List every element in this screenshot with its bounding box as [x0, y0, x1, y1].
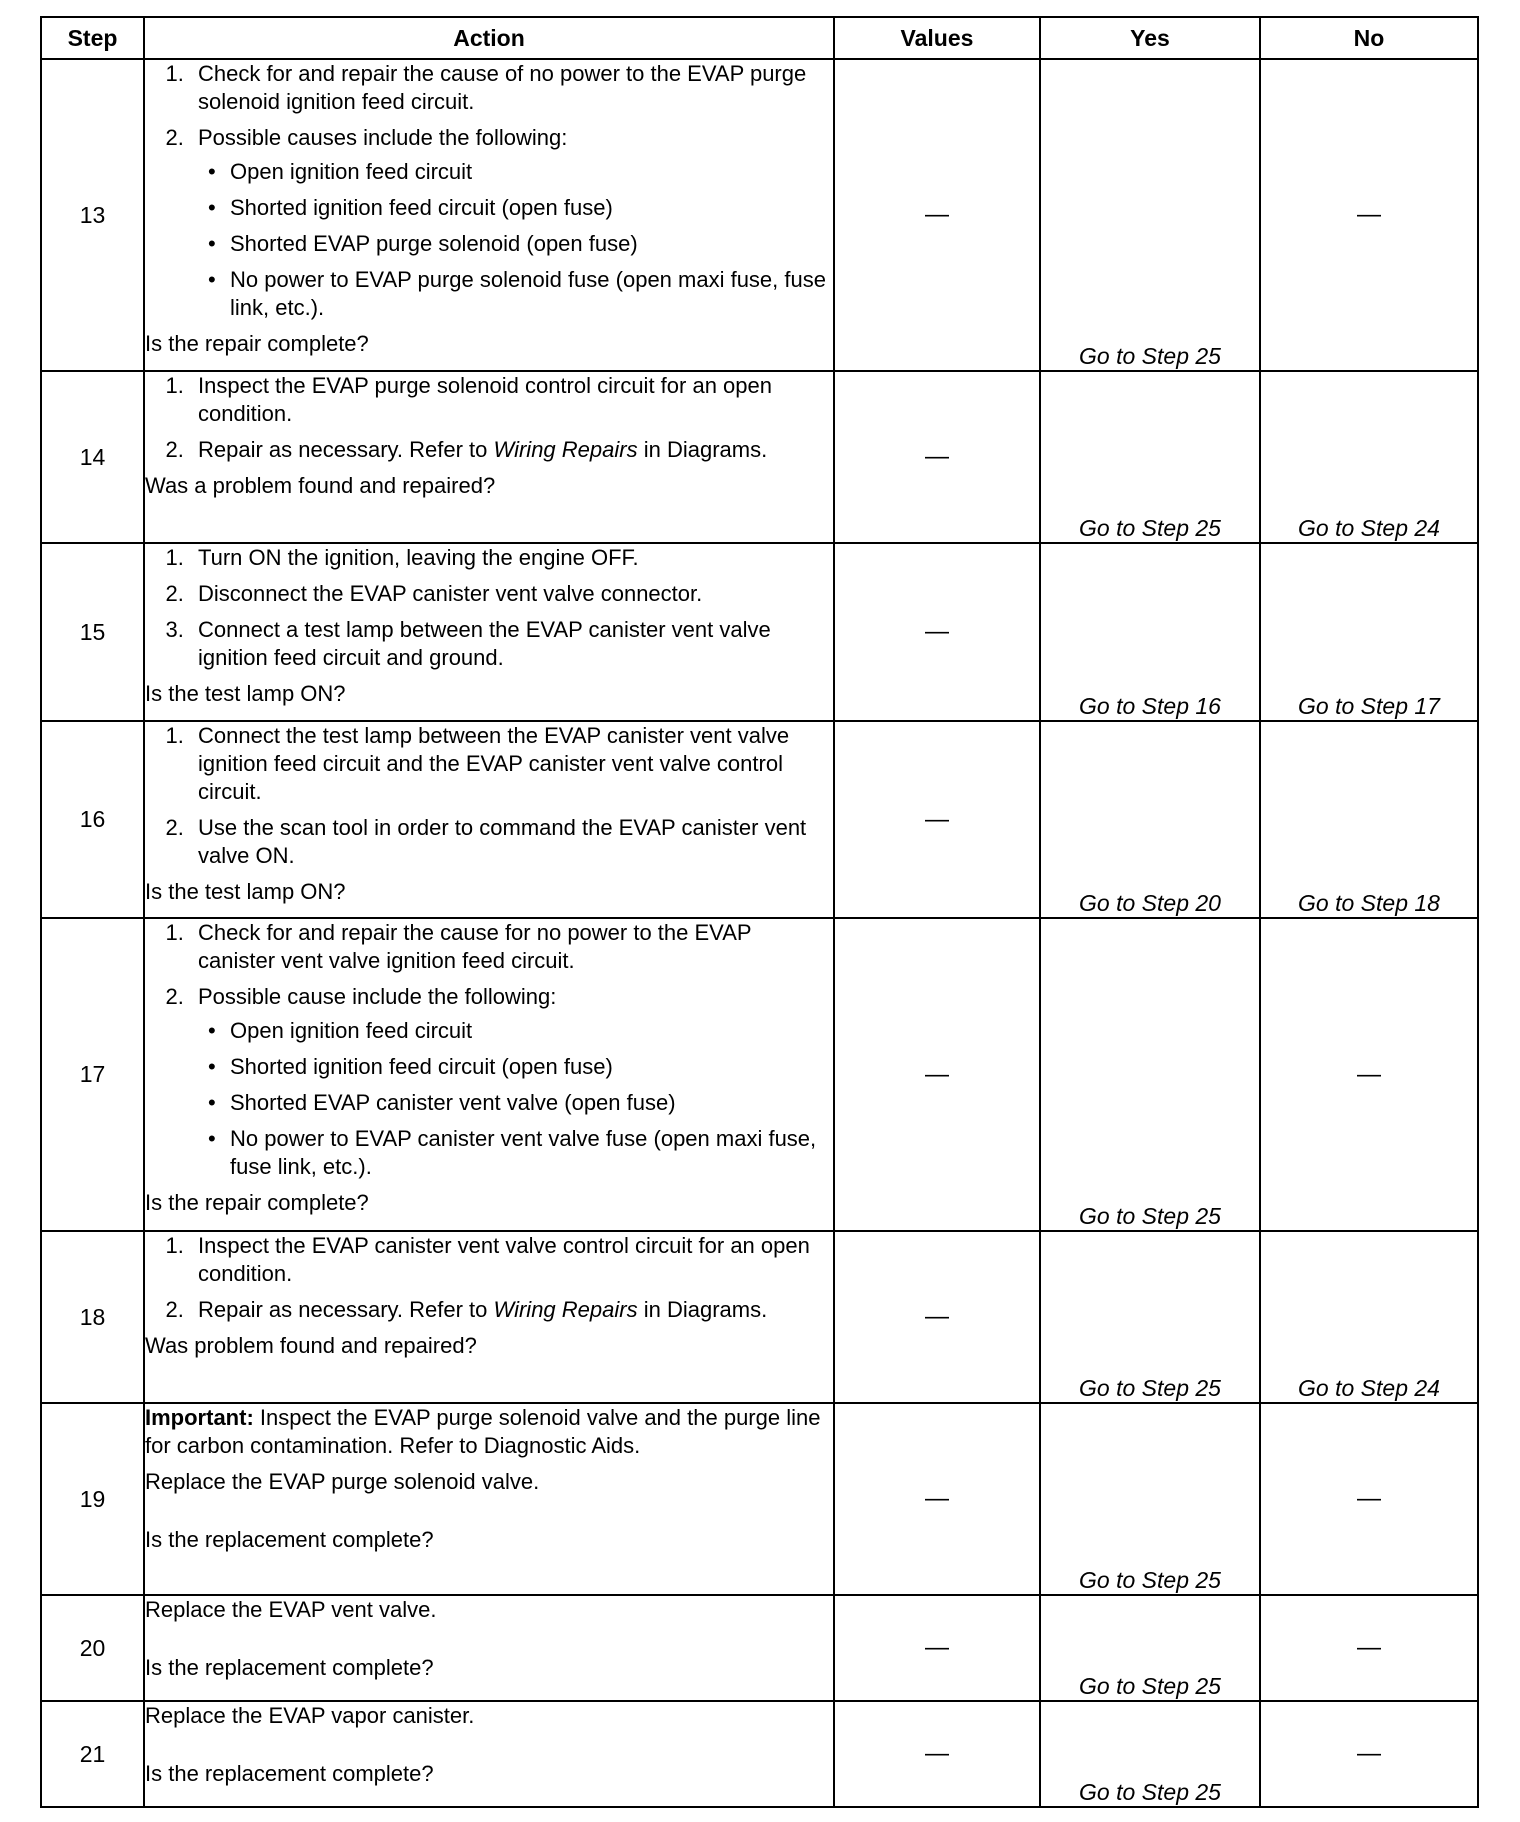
- cause-item: • Open ignition feed circuit: [230, 1017, 833, 1045]
- action-step: [190, 983, 833, 1181]
- action-step: [190, 124, 833, 322]
- action-question: Is the test lamp ON?: [145, 681, 346, 706]
- action-step: 1. Turn ON the ignition, leaving the engine OFF.: [190, 544, 833, 572]
- step-number: 16: [41, 721, 144, 918]
- table-row-step-14: [41, 371, 1478, 543]
- action-step: 1. Check for and repair the cause for no power to the EVAP canister vent valve ignition feed circuit.: [190, 919, 833, 975]
- action-steps: [145, 60, 833, 322]
- action-question: Was problem found and repaired?: [145, 1333, 477, 1358]
- action-step-text: Possible cause include the following:: [198, 984, 557, 1009]
- header-no: No: [1260, 17, 1478, 59]
- table-row-step-20: [41, 1595, 1478, 1701]
- cause-item: • Shorted ignition feed circuit (open fuse): [230, 1053, 833, 1081]
- diagnostic-table-page: [40, 16, 1479, 1808]
- cause-list: [198, 1017, 833, 1181]
- values-cell: —: [834, 1701, 1040, 1807]
- no-cell: Go to Step 18: [1260, 721, 1478, 918]
- step-number: 21: [41, 1701, 144, 1807]
- table-row-step-18: [41, 1231, 1478, 1403]
- important-note: [145, 1404, 833, 1460]
- action-step: 2. Disconnect the EVAP canister vent valve connector.: [190, 580, 833, 608]
- step-number: 15: [41, 543, 144, 721]
- step-number: 19: [41, 1403, 144, 1595]
- header-values: Values: [834, 17, 1040, 59]
- action-question: Is the test lamp ON?: [145, 879, 346, 904]
- action-step: 2. Use the scan tool in order to command the EVAP canister vent valve ON.: [190, 814, 833, 870]
- table-row-step-21: [41, 1701, 1478, 1807]
- important-text: Inspect the EVAP purge solenoid valve and the purge line for carbon contamination. Refer to Diagnostic Aids.: [145, 1405, 821, 1458]
- step-number: 14: [41, 371, 144, 543]
- action-step-text: Possible causes include the following:: [198, 125, 568, 150]
- action-instruction: Replace the EVAP purge solenoid valve.: [145, 1469, 540, 1494]
- cause-item: • Shorted EVAP purge solenoid (open fuse): [230, 230, 833, 258]
- action-cell: [144, 59, 834, 371]
- no-cell: —: [1260, 59, 1478, 371]
- action-cell: [144, 1701, 834, 1807]
- action-cell: [144, 1231, 834, 1403]
- cause-item: • No power to EVAP purge solenoid fuse (open maxi fuse, fuse link, etc.).: [230, 266, 833, 322]
- cause-list: [198, 158, 833, 322]
- action-cell: [144, 721, 834, 918]
- action-step: 3. Connect a test lamp between the EVAP canister vent valve ignition feed circuit and ground.: [190, 616, 833, 672]
- step-number: 13: [41, 59, 144, 371]
- yes-cell: Go to Step 16: [1040, 543, 1260, 721]
- values-cell: —: [834, 918, 1040, 1231]
- action-step: [190, 1296, 833, 1324]
- action-step-text: Repair as necessary. Refer to: [198, 1297, 488, 1322]
- step-number: 18: [41, 1231, 144, 1403]
- no-cell: —: [1260, 1701, 1478, 1807]
- values-cell: —: [834, 1231, 1040, 1403]
- action-step-text: Repair as necessary. Refer to: [198, 437, 488, 462]
- header-yes: Yes: [1040, 17, 1260, 59]
- action-question: Is the repair complete?: [145, 1190, 369, 1215]
- no-cell: Go to Step 24: [1260, 1231, 1478, 1403]
- step-number: 17: [41, 918, 144, 1231]
- yes-cell: Go to Step 25: [1040, 1403, 1260, 1595]
- no-cell: Go to Step 17: [1260, 543, 1478, 721]
- action-steps: [145, 544, 833, 672]
- cause-item: • Open ignition feed circuit: [230, 158, 833, 186]
- values-cell: —: [834, 543, 1040, 721]
- values-cell: —: [834, 1595, 1040, 1701]
- yes-cell: Go to Step 25: [1040, 918, 1260, 1231]
- action-question: Is the replacement complete?: [145, 1761, 434, 1786]
- yes-cell: Go to Step 25: [1040, 1231, 1260, 1403]
- table-row-step-17: [41, 918, 1478, 1231]
- header-step: Step: [41, 17, 144, 59]
- table-row-step-13: [41, 59, 1478, 371]
- action-step: [190, 436, 833, 464]
- yes-cell: Go to Step 20: [1040, 721, 1260, 918]
- action-step-text: in Diagrams.: [643, 437, 768, 462]
- yes-cell: Go to Step 25: [1040, 59, 1260, 371]
- action-steps: [145, 372, 833, 464]
- cause-item: • Shorted EVAP canister vent valve (open fuse): [230, 1089, 833, 1117]
- values-cell: —: [834, 59, 1040, 371]
- action-instruction: Replace the EVAP vapor canister.: [145, 1703, 475, 1728]
- values-cell: —: [834, 721, 1040, 918]
- action-question: Is the repair complete?: [145, 331, 369, 356]
- yes-cell: Go to Step 25: [1040, 1595, 1260, 1701]
- action-step: 1. Inspect the EVAP purge solenoid control circuit for an open condition.: [190, 372, 833, 428]
- action-step: 1. Check for and repair the cause of no power to the EVAP purge solenoid ignition feed circuit.: [190, 60, 833, 116]
- values-cell: —: [834, 371, 1040, 543]
- important-label: Important:: [145, 1405, 254, 1430]
- action-question: Was a problem found and repaired?: [145, 473, 496, 498]
- action-steps: [145, 1232, 833, 1324]
- spacer: [145, 1738, 833, 1758]
- yes-cell: Go to Step 25: [1040, 371, 1260, 543]
- no-cell: —: [1260, 1403, 1478, 1595]
- table-row-step-15: [41, 543, 1478, 721]
- action-cell: [144, 1595, 834, 1701]
- action-cell: [144, 543, 834, 721]
- step-number: 20: [41, 1595, 144, 1701]
- no-cell: Go to Step 24: [1260, 371, 1478, 543]
- wiring-repairs-reference: Wiring Repairs: [493, 1297, 638, 1322]
- action-step-text: in Diagrams.: [643, 1297, 768, 1322]
- wiring-repairs-reference: Wiring Repairs: [493, 437, 638, 462]
- no-cell: —: [1260, 918, 1478, 1231]
- no-cell: —: [1260, 1595, 1478, 1701]
- action-steps: [145, 722, 833, 870]
- action-question: Is the replacement complete?: [145, 1655, 434, 1680]
- action-step: 1. Connect the test lamp between the EVAP canister vent valve ignition feed circuit and the EVAP canister vent valve control circuit.: [190, 722, 833, 806]
- action-steps: [145, 919, 833, 1181]
- spacer: [145, 1632, 833, 1652]
- action-instruction: Replace the EVAP vent valve.: [145, 1597, 437, 1622]
- cause-item: • No power to EVAP canister vent valve fuse (open maxi fuse, fuse link, etc.).: [230, 1125, 833, 1181]
- action-cell: [144, 918, 834, 1231]
- yes-cell: Go to Step 25: [1040, 1701, 1260, 1807]
- action-question: Is the replacement complete?: [145, 1527, 434, 1552]
- spacer: [145, 1504, 833, 1524]
- action-step: 1. Inspect the EVAP canister vent valve control circuit for an open condition.: [190, 1232, 833, 1288]
- table-row-step-16: [41, 721, 1478, 918]
- cause-item: • Shorted ignition feed circuit (open fuse): [230, 194, 833, 222]
- values-cell: —: [834, 1403, 1040, 1595]
- action-cell: [144, 1403, 834, 1595]
- action-cell: [144, 371, 834, 543]
- diagnostic-table: [40, 16, 1479, 1808]
- table-row-step-19: [41, 1403, 1478, 1595]
- header-action: Action: [144, 17, 834, 59]
- table-header-row: [41, 17, 1478, 59]
